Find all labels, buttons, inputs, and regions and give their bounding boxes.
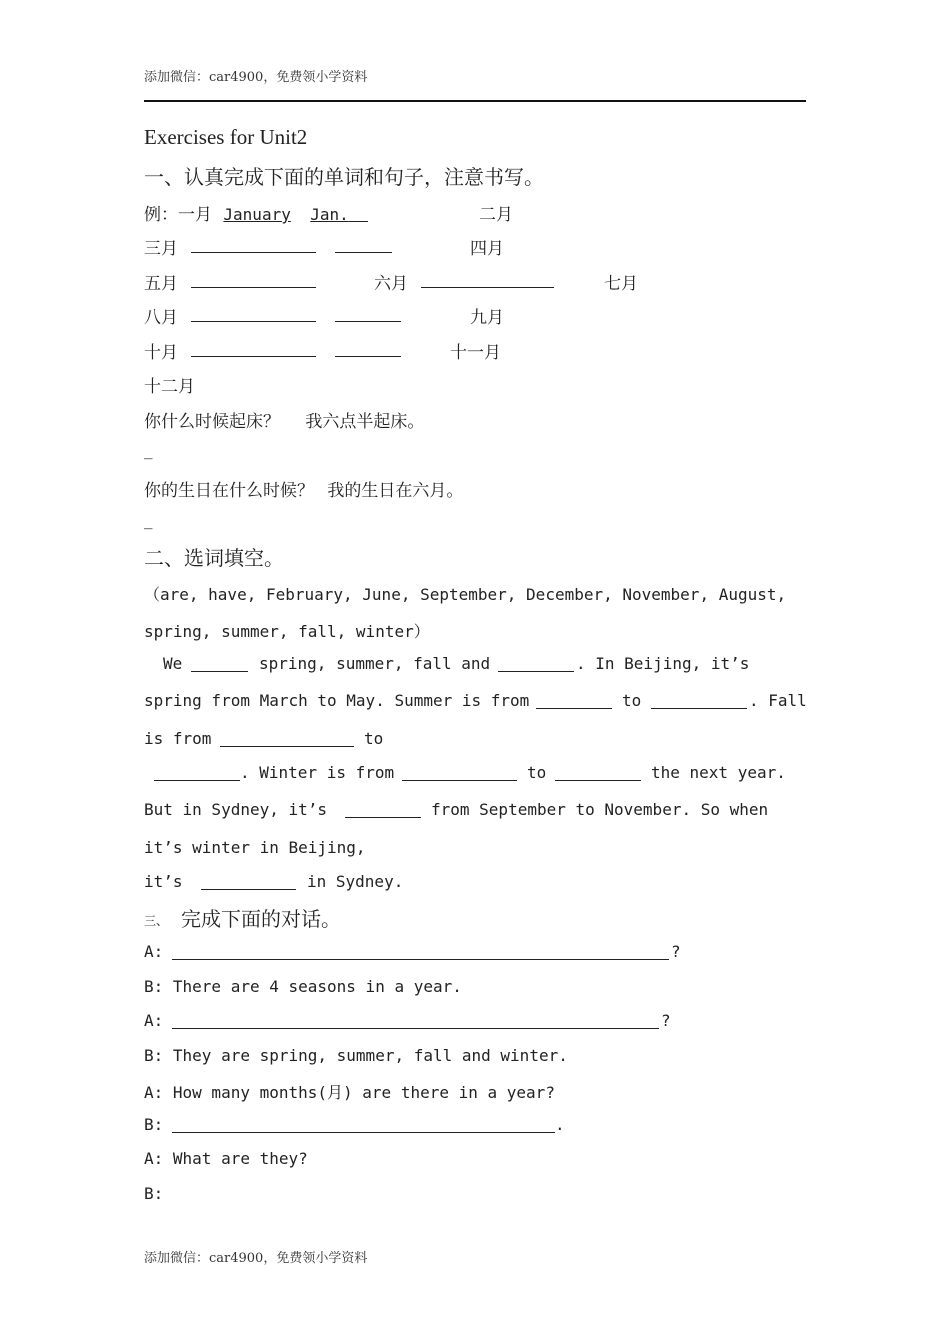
dialog-line4: B: They are spring, summer, fall and winter.: [144, 1046, 568, 1065]
passage-line2c: . Fall: [749, 691, 807, 710]
word-bank-line2: spring, summer, fall, winter）: [144, 622, 430, 641]
blank-aug-word[interactable]: [191, 305, 316, 322]
passage-line2b: to: [622, 691, 642, 710]
blank-summer-start[interactable]: [536, 692, 612, 709]
month-dec: 十二月: [144, 377, 195, 397]
blank-fall-start[interactable]: [220, 730, 354, 747]
month-jun: 六月: [374, 274, 408, 294]
answer-1-text: 我六点半起床。: [305, 412, 425, 432]
page-title: Exercises for Unit2: [144, 125, 308, 149]
section2-heading: 二、选词填空。: [144, 546, 284, 570]
passage-line5b: from September to November. So when: [431, 800, 769, 819]
dialog-answer-2[interactable]: [172, 1012, 659, 1029]
month-nov: 十一月: [450, 343, 501, 363]
dialog-line2: B: There are 4 seasons in a year.: [144, 977, 462, 996]
dialog-line7: A: What are they?: [144, 1149, 308, 1168]
passage-line5a: But in Sydney, it’s: [144, 800, 328, 819]
month-sep: 九月: [470, 308, 504, 328]
dialog-line5: A: How many months(月) are there in a year?: [144, 1083, 555, 1102]
blank-oct-abbr[interactable]: [335, 340, 401, 357]
blank-winter-end[interactable]: [555, 764, 641, 781]
dialog-line6-label: B:: [144, 1115, 164, 1134]
page-header: 添加微信：car4900，免费领小学资料: [144, 70, 368, 85]
blank-may-word[interactable]: [191, 271, 316, 288]
blank-sydney-season[interactable]: [201, 873, 296, 890]
month-jul: 七月: [604, 274, 638, 294]
blank-jun-word[interactable]: [421, 271, 554, 288]
example-word: January: [223, 205, 291, 224]
example-label: 例：一月: [144, 205, 212, 225]
example-abbr: Jan.: [310, 205, 349, 224]
passage-line3b: to: [364, 729, 384, 748]
blank-mar-abbr[interactable]: [335, 236, 392, 253]
answer-1-line[interactable]: _: [144, 440, 153, 460]
dialog-answer-1[interactable]: [172, 943, 669, 960]
passage-line7b: in Sydney.: [307, 872, 404, 891]
blank-fall-end[interactable]: [154, 764, 240, 781]
answer-2-line[interactable]: _: [144, 510, 153, 530]
answer-2-text: 我的生日在六月。: [327, 481, 464, 501]
passage-line4c: the next year.: [651, 763, 786, 782]
blank-winter[interactable]: [498, 655, 574, 672]
month-oct: 十月: [144, 343, 178, 363]
blank-aug-abbr[interactable]: [335, 305, 401, 322]
passage-line4a: . Winter is from: [240, 763, 395, 782]
dialog-line3-end: ?: [661, 1011, 671, 1030]
section3-heading: 完成下面的对话。: [181, 907, 341, 931]
dialog-answer-3[interactable]: [172, 1116, 555, 1133]
dialog-line3-label: A:: [144, 1011, 164, 1030]
header-divider: [144, 100, 806, 102]
month-mar: 三月: [144, 239, 178, 259]
blank-oct-word[interactable]: [191, 340, 316, 357]
month-aug: 八月: [144, 308, 178, 328]
passage-line4b: to: [527, 763, 547, 782]
question-1-text: 你什么时候起床？: [144, 412, 280, 432]
passage-line3a: is from: [144, 729, 212, 748]
passage-line1a: We: [163, 654, 183, 673]
example-row: [144, 200, 368, 225]
passage-line7a: it’s: [144, 872, 183, 891]
section1-heading: 一、认真完成下面的单词和句子，注意书写。: [144, 165, 544, 189]
question-2: [144, 476, 463, 501]
question-2-text: 你的生日在什么时候？: [144, 481, 314, 501]
blank-mar-word[interactable]: [191, 236, 316, 253]
month-feb: 二月: [479, 205, 513, 225]
word-bank-line1: （are, have, February, June, September, December, November, August,: [144, 585, 787, 604]
blank-sydney-spring[interactable]: [345, 801, 421, 818]
section3-number: 三、: [144, 914, 169, 928]
blank-summer-end[interactable]: [651, 692, 747, 709]
page-footer: 添加微信：car4900，免费领小学资料: [144, 1251, 368, 1266]
month-apr: 四月: [470, 239, 504, 259]
passage-line2a: spring from March to May. Summer is from: [144, 691, 530, 710]
blank-winter-start[interactable]: [402, 764, 517, 781]
dialog-line1-label: A:: [144, 942, 164, 961]
passage-line6: it’s winter in Beijing,: [144, 838, 366, 857]
passage-line1b: spring, summer, fall and: [259, 654, 491, 673]
question-1: [144, 407, 424, 432]
blank-have[interactable]: [191, 655, 248, 672]
dialog-line1-end: ?: [671, 942, 681, 961]
month-may: 五月: [144, 274, 178, 294]
dialog-line6-end: .: [555, 1115, 565, 1134]
passage-line1c: . In Beijing, it’s: [576, 654, 750, 673]
dialog-line8-label: B:: [144, 1184, 164, 1203]
